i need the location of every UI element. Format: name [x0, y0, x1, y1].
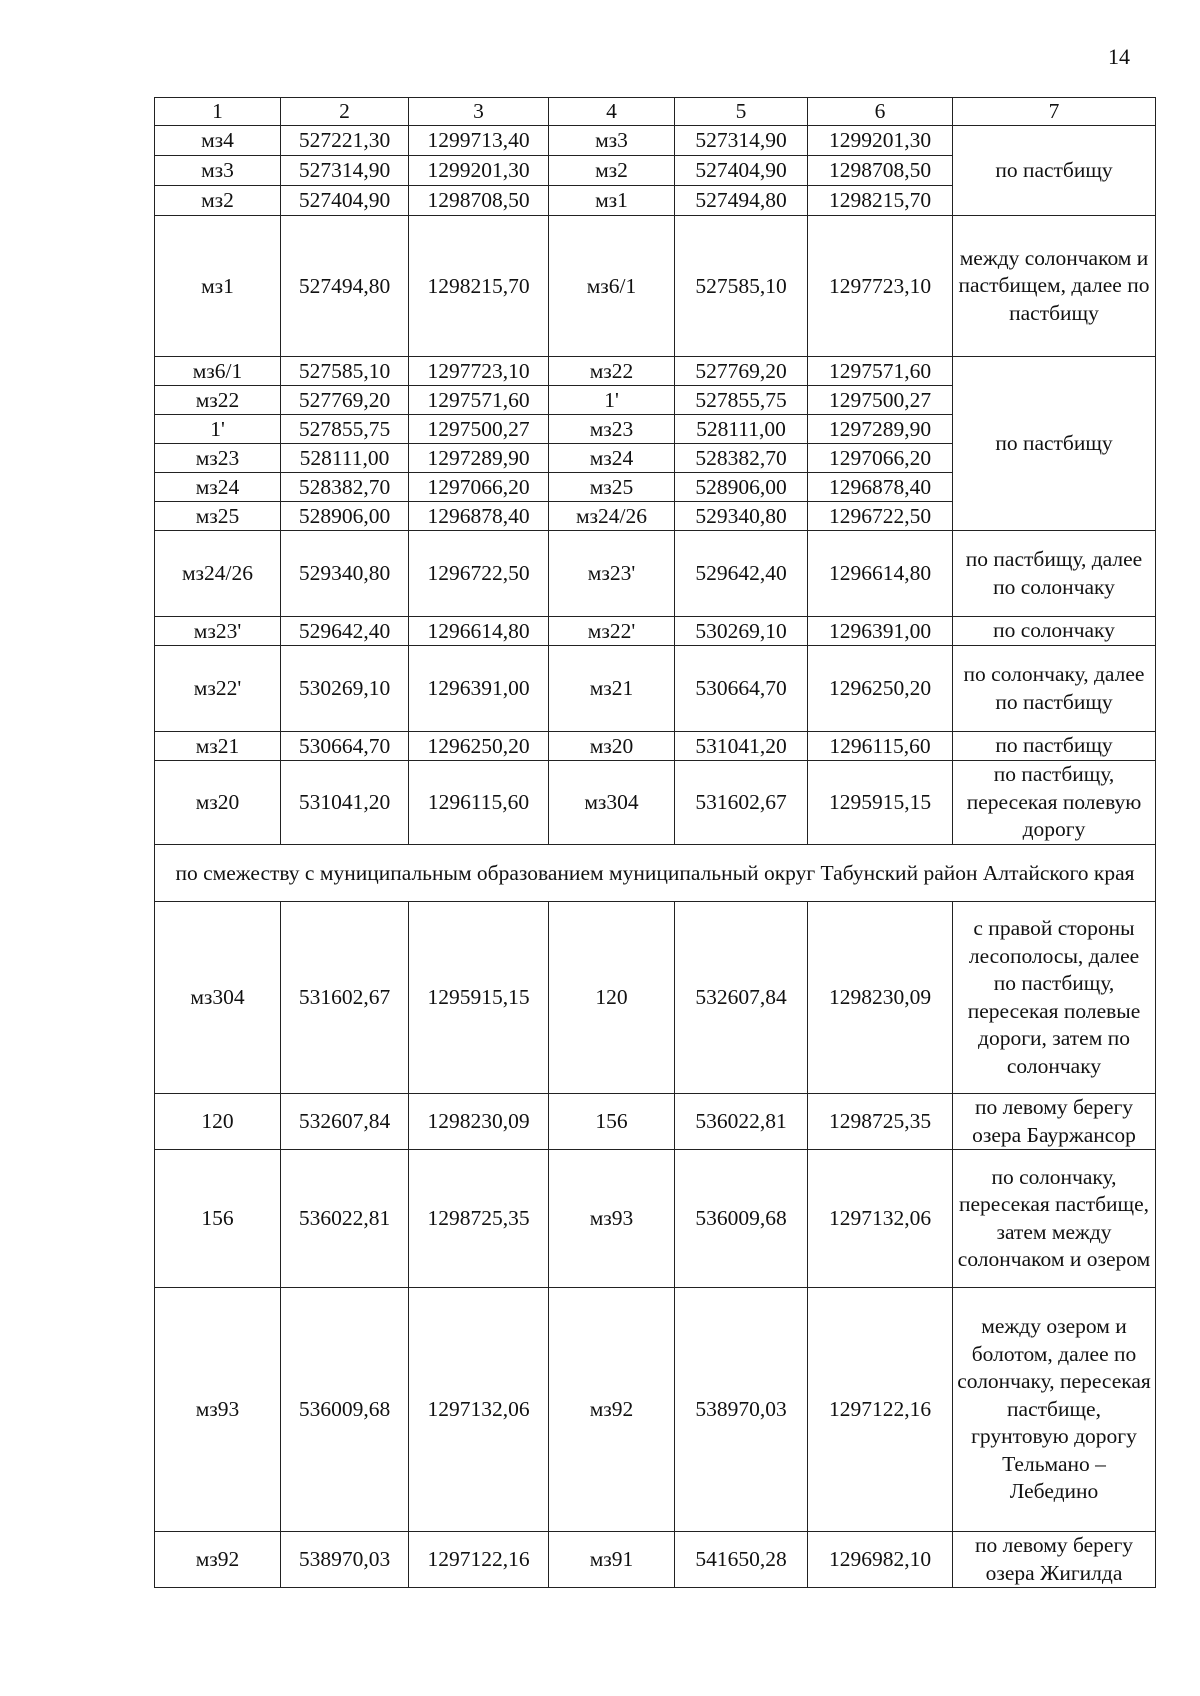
point-to-cell: мз92	[549, 1288, 675, 1532]
x-to-cell: 531602,67	[675, 761, 808, 845]
column-header: 4	[549, 98, 675, 126]
section-header-row	[155, 845, 1156, 902]
x-from-cell: 527221,30	[281, 126, 409, 156]
y-to-cell: 1297122,16	[808, 1288, 953, 1532]
table-row	[155, 1150, 1156, 1288]
point-to-cell: мз23'	[549, 531, 675, 617]
x-to-cell: 527404,90	[675, 156, 808, 186]
y-from-cell: 1298725,35	[409, 1150, 549, 1288]
x-to-cell: 532607,84	[675, 902, 808, 1094]
y-to-cell: 1298725,35	[808, 1094, 953, 1150]
boundary-description-cell: по пастбищу	[953, 732, 1156, 761]
y-from-cell: 1296391,00	[409, 646, 549, 732]
point-from-cell: мз92	[155, 1532, 281, 1588]
column-header: 7	[953, 98, 1156, 126]
boundary-description-cell: по левому берегу озера Бауржансор	[953, 1094, 1156, 1150]
table-row	[155, 1094, 1156, 1150]
x-from-cell: 527404,90	[281, 186, 409, 216]
boundary-description-cell: по солончаку, пересекая пастбище, затем между солончаком и озером	[953, 1150, 1156, 1288]
y-from-cell: 1295915,15	[409, 902, 549, 1094]
boundary-description-cell: по пастбищу	[953, 357, 1156, 531]
x-to-cell: 529340,80	[675, 502, 808, 531]
point-from-cell: мз93	[155, 1288, 281, 1532]
point-to-cell: мз304	[549, 761, 675, 845]
x-from-cell: 531602,67	[281, 902, 409, 1094]
y-from-cell: 1298215,70	[409, 216, 549, 357]
x-from-cell: 536009,68	[281, 1288, 409, 1532]
x-to-cell: 530664,70	[675, 646, 808, 732]
y-from-cell: 1299201,30	[409, 156, 549, 186]
column-header: 3	[409, 98, 549, 126]
boundary-description-cell: с правой стороны лесополосы, далее по пастбищу, пересекая полевые дороги, затем по солончаку	[953, 902, 1156, 1094]
x-from-cell: 532607,84	[281, 1094, 409, 1150]
y-to-cell: 1296115,60	[808, 732, 953, 761]
x-from-cell: 529340,80	[281, 531, 409, 617]
column-header: 2	[281, 98, 409, 126]
y-from-cell: 1297132,06	[409, 1288, 549, 1532]
y-to-cell: 1296722,50	[808, 502, 953, 531]
y-from-cell: 1296878,40	[409, 502, 549, 531]
boundary-description-cell: по пастбищу, пересекая полевую дорогу	[953, 761, 1156, 845]
page-number: 14	[1108, 44, 1130, 69]
y-to-cell: 1295915,15	[808, 761, 953, 845]
x-to-cell: 527585,10	[675, 216, 808, 357]
y-from-cell: 1297500,27	[409, 415, 549, 444]
point-to-cell: мз25	[549, 473, 675, 502]
point-to-cell: мз22	[549, 357, 675, 386]
point-from-cell: мз2	[155, 186, 281, 216]
y-to-cell: 1296878,40	[808, 473, 953, 502]
boundary-description-cell: по левому берегу озера Жигилда	[953, 1532, 1156, 1588]
point-to-cell: мз91	[549, 1532, 675, 1588]
point-to-cell: мз2	[549, 156, 675, 186]
x-from-cell: 538970,03	[281, 1532, 409, 1588]
y-to-cell: 1297066,20	[808, 444, 953, 473]
point-to-cell: мз93	[549, 1150, 675, 1288]
y-from-cell: 1298708,50	[409, 186, 549, 216]
y-from-cell: 1297122,16	[409, 1532, 549, 1588]
x-to-cell: 527314,90	[675, 126, 808, 156]
y-to-cell: 1299201,30	[808, 126, 953, 156]
column-header: 1	[155, 98, 281, 126]
point-to-cell: мз21	[549, 646, 675, 732]
y-to-cell: 1298708,50	[808, 156, 953, 186]
x-to-cell: 541650,28	[675, 1532, 808, 1588]
x-to-cell: 530269,10	[675, 617, 808, 646]
x-from-cell: 527314,90	[281, 156, 409, 186]
point-from-cell: мз20	[155, 761, 281, 845]
table-row	[155, 902, 1156, 1094]
section-caption: по смежеству с муниципальным образованием муниципальный округ Табунский район Алтайского края	[155, 845, 1156, 902]
x-to-cell: 531041,20	[675, 732, 808, 761]
point-to-cell: 1'	[549, 386, 675, 415]
point-to-cell: 156	[549, 1094, 675, 1150]
y-to-cell: 1296982,10	[808, 1532, 953, 1588]
point-from-cell: 120	[155, 1094, 281, 1150]
x-to-cell: 536022,81	[675, 1094, 808, 1150]
y-to-cell: 1297571,60	[808, 357, 953, 386]
y-to-cell: 1298215,70	[808, 186, 953, 216]
point-from-cell: мз1	[155, 216, 281, 357]
point-from-cell: мз24	[155, 473, 281, 502]
point-from-cell: мз3	[155, 156, 281, 186]
point-from-cell: мз4	[155, 126, 281, 156]
boundary-description-cell: по пастбищу, далее по солончаку	[953, 531, 1156, 617]
column-header: 6	[808, 98, 953, 126]
point-to-cell: 120	[549, 902, 675, 1094]
boundary-description-cell: между озером и болотом, далее по солончаку, пересекая пастбище, грунтовую дорогу Тельмано – Лебедино	[953, 1288, 1156, 1532]
point-to-cell: мз3	[549, 126, 675, 156]
boundary-coordinates-table	[154, 97, 1156, 1588]
y-from-cell: 1297066,20	[409, 473, 549, 502]
boundary-description-cell: по солончаку	[953, 617, 1156, 646]
x-from-cell: 527585,10	[281, 357, 409, 386]
x-to-cell: 528906,00	[675, 473, 808, 502]
x-from-cell: 527855,75	[281, 415, 409, 444]
x-from-cell: 530664,70	[281, 732, 409, 761]
point-to-cell: мз6/1	[549, 216, 675, 357]
x-to-cell: 527769,20	[675, 357, 808, 386]
table-row	[155, 617, 1156, 646]
table-row	[155, 1288, 1156, 1532]
point-to-cell: мз22'	[549, 617, 675, 646]
point-from-cell: мз22'	[155, 646, 281, 732]
x-from-cell: 527769,20	[281, 386, 409, 415]
x-to-cell: 527494,80	[675, 186, 808, 216]
point-to-cell: мз20	[549, 732, 675, 761]
boundary-description-cell: по солончаку, далее по пастбищу	[953, 646, 1156, 732]
x-from-cell: 528906,00	[281, 502, 409, 531]
point-from-cell: мз304	[155, 902, 281, 1094]
table-row	[155, 531, 1156, 617]
y-to-cell: 1298230,09	[808, 902, 953, 1094]
boundary-description-cell: между солончаком и пастбищем, далее по пастбищу	[953, 216, 1156, 357]
x-from-cell: 529642,40	[281, 617, 409, 646]
x-to-cell: 528382,70	[675, 444, 808, 473]
y-from-cell: 1297289,90	[409, 444, 549, 473]
point-from-cell: мз22	[155, 386, 281, 415]
y-from-cell: 1296250,20	[409, 732, 549, 761]
y-from-cell: 1297571,60	[409, 386, 549, 415]
point-to-cell: мз1	[549, 186, 675, 216]
point-from-cell: мз23	[155, 444, 281, 473]
y-to-cell: 1297500,27	[808, 386, 953, 415]
y-to-cell: 1297723,10	[808, 216, 953, 357]
point-from-cell: мз6/1	[155, 357, 281, 386]
table-row	[155, 216, 1156, 357]
table-row	[155, 761, 1156, 845]
y-to-cell: 1296250,20	[808, 646, 953, 732]
table-body	[155, 126, 1156, 1588]
y-to-cell: 1296391,00	[808, 617, 953, 646]
x-from-cell: 527494,80	[281, 216, 409, 357]
x-from-cell: 531041,20	[281, 761, 409, 845]
x-to-cell: 538970,03	[675, 1288, 808, 1532]
point-from-cell: мз21	[155, 732, 281, 761]
point-to-cell: мз24/26	[549, 502, 675, 531]
y-from-cell: 1299713,40	[409, 126, 549, 156]
table-row	[155, 126, 1156, 156]
point-from-cell: мз23'	[155, 617, 281, 646]
table-row	[155, 1532, 1156, 1588]
x-to-cell: 528111,00	[675, 415, 808, 444]
y-from-cell: 1296115,60	[409, 761, 549, 845]
column-header-row	[155, 98, 1156, 126]
x-from-cell: 528382,70	[281, 473, 409, 502]
x-from-cell: 528111,00	[281, 444, 409, 473]
y-from-cell: 1296722,50	[409, 531, 549, 617]
x-to-cell: 536009,68	[675, 1150, 808, 1288]
point-from-cell: мз25	[155, 502, 281, 531]
table-row	[155, 646, 1156, 732]
y-from-cell: 1298230,09	[409, 1094, 549, 1150]
x-to-cell: 529642,40	[675, 531, 808, 617]
point-to-cell: мз24	[549, 444, 675, 473]
x-from-cell: 530269,10	[281, 646, 409, 732]
column-header: 5	[675, 98, 808, 126]
y-to-cell: 1296614,80	[808, 531, 953, 617]
table-row	[155, 357, 1156, 386]
table-row	[155, 732, 1156, 761]
point-to-cell: мз23	[549, 415, 675, 444]
x-from-cell: 536022,81	[281, 1150, 409, 1288]
point-from-cell: 156	[155, 1150, 281, 1288]
point-from-cell: 1'	[155, 415, 281, 444]
y-from-cell: 1296614,80	[409, 617, 549, 646]
point-from-cell: мз24/26	[155, 531, 281, 617]
y-to-cell: 1297289,90	[808, 415, 953, 444]
boundary-description-cell: по пастбищу	[953, 126, 1156, 216]
y-from-cell: 1297723,10	[409, 357, 549, 386]
x-to-cell: 527855,75	[675, 386, 808, 415]
y-to-cell: 1297132,06	[808, 1150, 953, 1288]
